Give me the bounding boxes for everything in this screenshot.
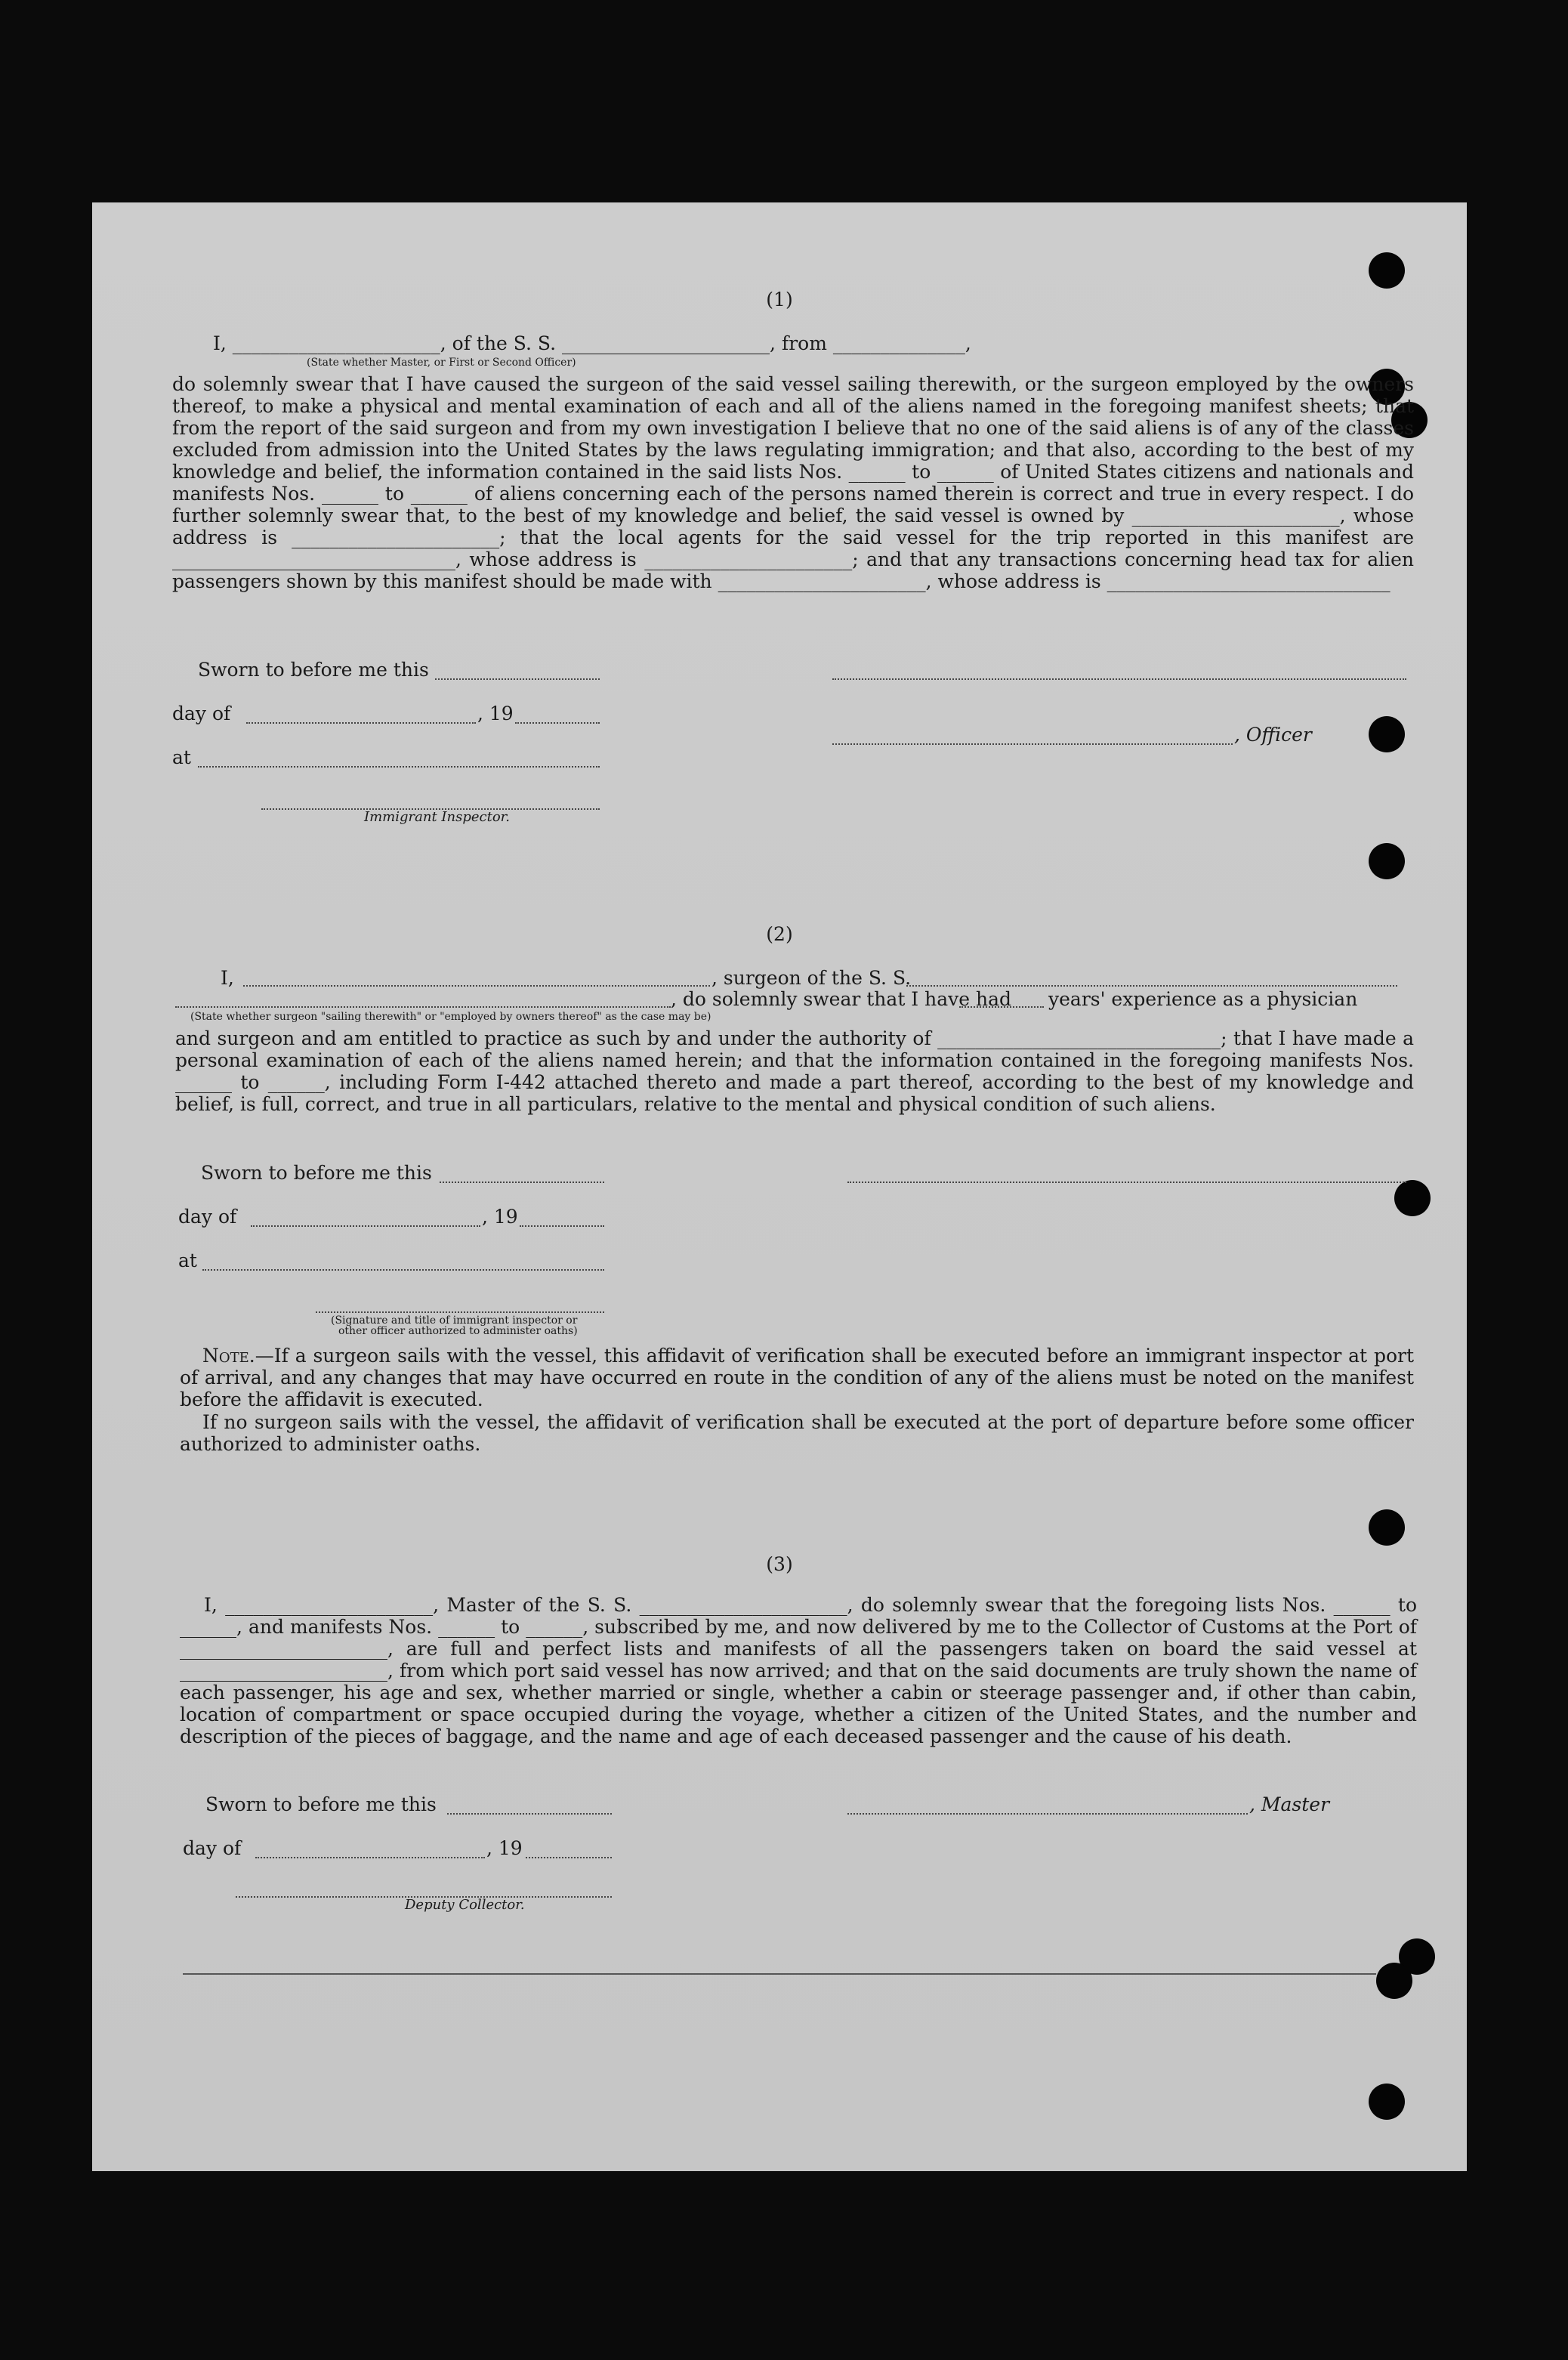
section-1-heading-line: I, ______________________, of the S. S. ______________________, from ______________, — [213, 332, 971, 354]
sworn-date-field[interactable] — [447, 1812, 612, 1815]
section-1-officer-note: (State whether Master, or First or Second Officer) — [307, 357, 576, 369]
day-of-label: day of — [172, 703, 231, 724]
surgeon-vessel-field[interactable] — [906, 984, 1397, 987]
officer-label: , Officer — [1234, 724, 1312, 746]
section-1-body: do solemnly swear that I have caused the surgeon of the said vessel sailing therewith, or the surgeon employed by the owners thereof, to make a physical and mental examination of each and all of the aliens named in the foregoing manifest sheets; that from the report of the said surgeon and from my own investigation I believe that no one of the said aliens is of any of the classes excluded from admission into the United States by the laws regulating immigration; and that also, according to the best of my knowledge and belief, the information contained in the said lists Nos. ______ to ______ of United States citizens and nationals and manifests Nos. ______ to ______ of aliens concerning each of the persons named therein is correct and true in every respect. I do further solemnly swear that, to the best of my knowledge and belief, the said vessel is owned by ______________________, whose address is ______________________; that the local agents for the said vessel for the trip reported in this manifest are ______________________________, whose address is ______________________; and that any transactions concerning head tax for alien passengers shown by this manifest should be made with ______________________, whose address is ______________________________ — [172, 373, 1414, 592]
day-of-label: day of — [183, 1837, 242, 1859]
punch-hole — [1369, 716, 1405, 752]
year-field[interactable] — [526, 1855, 612, 1858]
signature-note-1: (Signature and title of immigrant inspector or — [331, 1314, 578, 1327]
section-2-experience: years' experience as a physician — [1048, 988, 1358, 1010]
sworn-label: Sworn to before me this — [201, 1162, 432, 1184]
master-signature-line[interactable] — [847, 1812, 1248, 1815]
collector-label: Deputy Collector. — [405, 1897, 525, 1913]
section-2-i: I, — [221, 967, 234, 989]
at-field[interactable] — [198, 765, 600, 768]
year-field[interactable] — [520, 1224, 604, 1227]
note-label: Note. — [202, 1345, 255, 1367]
punch-hole — [1394, 1180, 1431, 1216]
surgeon-name-field[interactable] — [243, 984, 710, 987]
years-field[interactable] — [959, 1005, 1044, 1008]
surgeon-signature-line[interactable] — [847, 1180, 1406, 1183]
day-field[interactable] — [255, 1855, 485, 1858]
section-3-body: I, ______________________, Master of the S. S. ______________________, do solemnly swear that the foregoing lists Nos. ______ to ______, and manifests Nos. ______ to ______, subscribed by me, and now delivered by me to the Collector of Customs at the Port of ______________________, are full and perfect lists and manifests of all the passengers taken on board the said vessel at ______________________, from which port said vessel has now arrived; and that on the said documents are truly shown the name of each passenger, his age and sex, whether married or single, whether a cabin or steerage passenger and, if other than cabin, location of compartment or space occupied during the voyage, whether a citizen of the United States, and the number and description of the pieces of baggage, and the name and age of each deceased passenger and the cause of his death. — [180, 1594, 1417, 1747]
day-of-label: day of — [178, 1206, 237, 1228]
sworn-label: Sworn to before me this — [205, 1793, 437, 1815]
year-label: , 19 — [482, 1206, 518, 1228]
section-2-surgeon-label: , surgeon of the S. S. — [711, 967, 912, 989]
at-field[interactable] — [202, 1268, 604, 1271]
punch-hole — [1369, 1509, 1405, 1546]
year-label: , 19 — [486, 1837, 523, 1859]
at-label: at — [172, 746, 191, 768]
note-paragraph — [180, 1345, 1414, 1410]
officer-signature-line[interactable] — [316, 1310, 604, 1313]
note-text: —If a surgeon sails with the vessel, this affidavit of verification shall be executed before an immigrant inspector at port of arrival, and any changes that may have occurred en route in the condition of any of the aliens must be noted on the manifest before the affidavit is executed. — [180, 1345, 1414, 1410]
punch-hole — [1369, 2084, 1405, 2120]
section-1-number: (1) — [766, 289, 793, 310]
sworn-date-field[interactable] — [440, 1180, 604, 1183]
day-field[interactable] — [246, 721, 476, 724]
inspector-label: Immigrant Inspector. — [364, 809, 511, 825]
signature-note-2: other officer authorized to administer oaths) — [338, 1325, 578, 1337]
section-2-solemnly: , do solemnly swear that I have had — [671, 988, 1012, 1010]
punch-hole — [1369, 843, 1405, 879]
section-2-status-note: (State whether surgeon "sailing therewith" or "employed by owners thereof" as the case may be) — [190, 1011, 711, 1023]
officer-signature-line[interactable] — [832, 742, 1233, 745]
note-paragraph-2 — [180, 1411, 1414, 1455]
sworn-label: Sworn to before me this — [198, 659, 429, 681]
section-2-number: (2) — [766, 923, 793, 945]
officer-upper-line[interactable] — [832, 677, 1406, 680]
punch-hole — [1376, 1963, 1412, 1999]
surgeon-status-field[interactable] — [175, 1005, 671, 1008]
year-label: , 19 — [477, 703, 514, 724]
punch-hole — [1369, 252, 1405, 289]
year-field[interactable] — [515, 721, 600, 724]
bottom-rule — [183, 1973, 1376, 1975]
day-field[interactable] — [251, 1224, 480, 1227]
sworn-date-field[interactable] — [435, 677, 600, 680]
note-text-2: If no surgeon sails with the vessel, the affidavit of verification shall be executed at the port of departure before some officer authorized to administer oaths. — [180, 1411, 1414, 1455]
section-3-number: (3) — [766, 1553, 793, 1575]
manifest-form-page — [92, 202, 1467, 2171]
section-2-body: and surgeon and am entitled to practice as such by and under the authority of ______________________________; that I have made a personal examination of each of the aliens named herein; and that the information contained in the foregoing manifests Nos. ______ to ______, including Form I-442 attached thereto and made a part thereof, according to the best of my knowledge and belief, is full, correct, and true in all particulars, relative to the mental and physical condition of such aliens. — [175, 1027, 1414, 1115]
at-label: at — [178, 1250, 197, 1271]
master-label: , Master — [1249, 1793, 1330, 1815]
